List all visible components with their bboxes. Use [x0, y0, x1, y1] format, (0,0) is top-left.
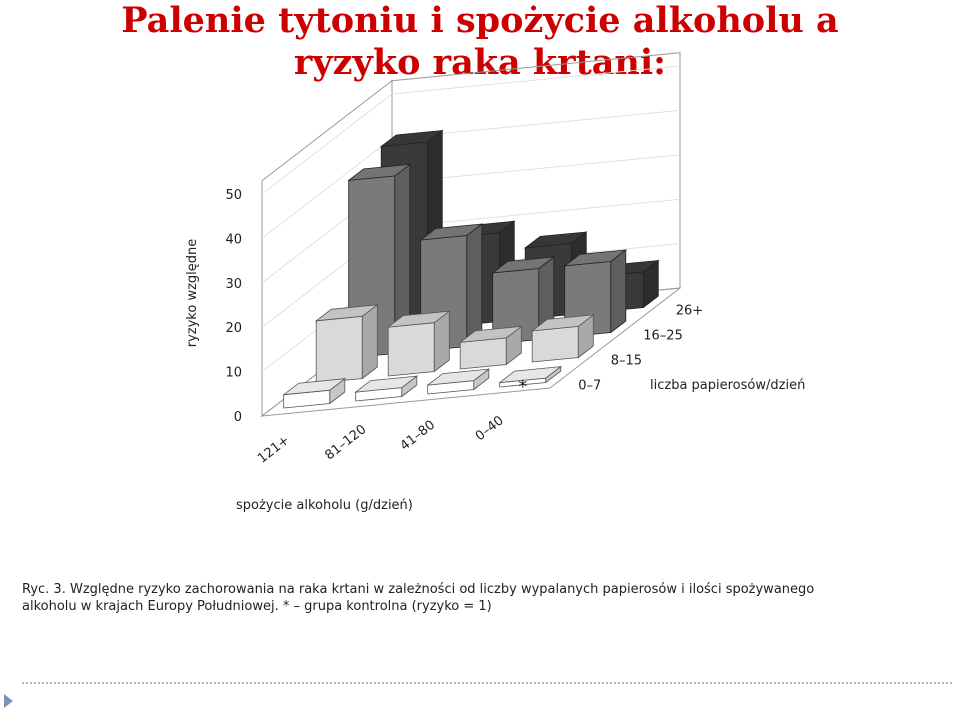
bar-front-face: [460, 338, 506, 369]
y-axis-title: liczba papierosów/dzień: [650, 378, 806, 393]
bar: [500, 367, 561, 398]
slide-title-line-1: Palenie tytoniu i spożycie alkoholu a: [121, 0, 839, 41]
z-tick-label: 10: [225, 365, 242, 381]
y-tick-label: 0–7: [578, 378, 602, 394]
y-tick-label: 8–15: [610, 353, 643, 369]
x-tick-label: 81–120: [322, 422, 370, 464]
bar: [316, 305, 377, 383]
bar: [356, 376, 417, 401]
bar-side-face: [467, 224, 482, 347]
x-tick-label: 41–80: [397, 417, 439, 454]
footer-divider: [22, 682, 952, 684]
x-tick-label: 121+: [255, 432, 293, 467]
bar-front-face: [388, 323, 434, 376]
y-tick-label: 26+: [675, 303, 704, 319]
bar-side-face: [611, 250, 626, 333]
slide-title-line-2: ryzyko raka krtani:: [293, 42, 667, 83]
x-axis-title: spożycie alkoholu (g/dzień): [236, 498, 413, 513]
bar-front-face: [316, 316, 362, 383]
bar: [428, 369, 489, 394]
figure-caption: [22, 581, 947, 615]
z-tick-label: 20: [225, 321, 242, 337]
caption-line-1: Ryc. 3. Względne ryzyko zachorowania na raka krtani w zależności od liczby wypalanych papierosów i ilości spożywanego: [22, 582, 815, 597]
z-axis: [225, 188, 242, 425]
y-tick-label: 16–25: [643, 328, 683, 344]
footer-arrow-icon: [4, 694, 13, 708]
bar: [284, 379, 345, 408]
chart-bars: [284, 131, 659, 409]
z-tick-label: 40: [225, 232, 242, 248]
z-tick-label: 50: [225, 188, 242, 203]
x-tick-label: 0–40: [472, 413, 507, 445]
bar-side-face: [362, 305, 377, 379]
x-axis-tick-labels: [255, 413, 507, 466]
control-group-marker: *: [518, 376, 528, 398]
caption-line-2: alkoholu w krajach Europy Południowej. * – grupa kontrolna (ryzyko = 1): [22, 599, 492, 614]
bar: [388, 311, 449, 376]
z-axis-title: ryzyko względne: [185, 238, 200, 348]
bar-front-face: [532, 326, 578, 362]
z-tick-label: 30: [225, 276, 242, 292]
z-tick-label: 0: [233, 410, 242, 425]
